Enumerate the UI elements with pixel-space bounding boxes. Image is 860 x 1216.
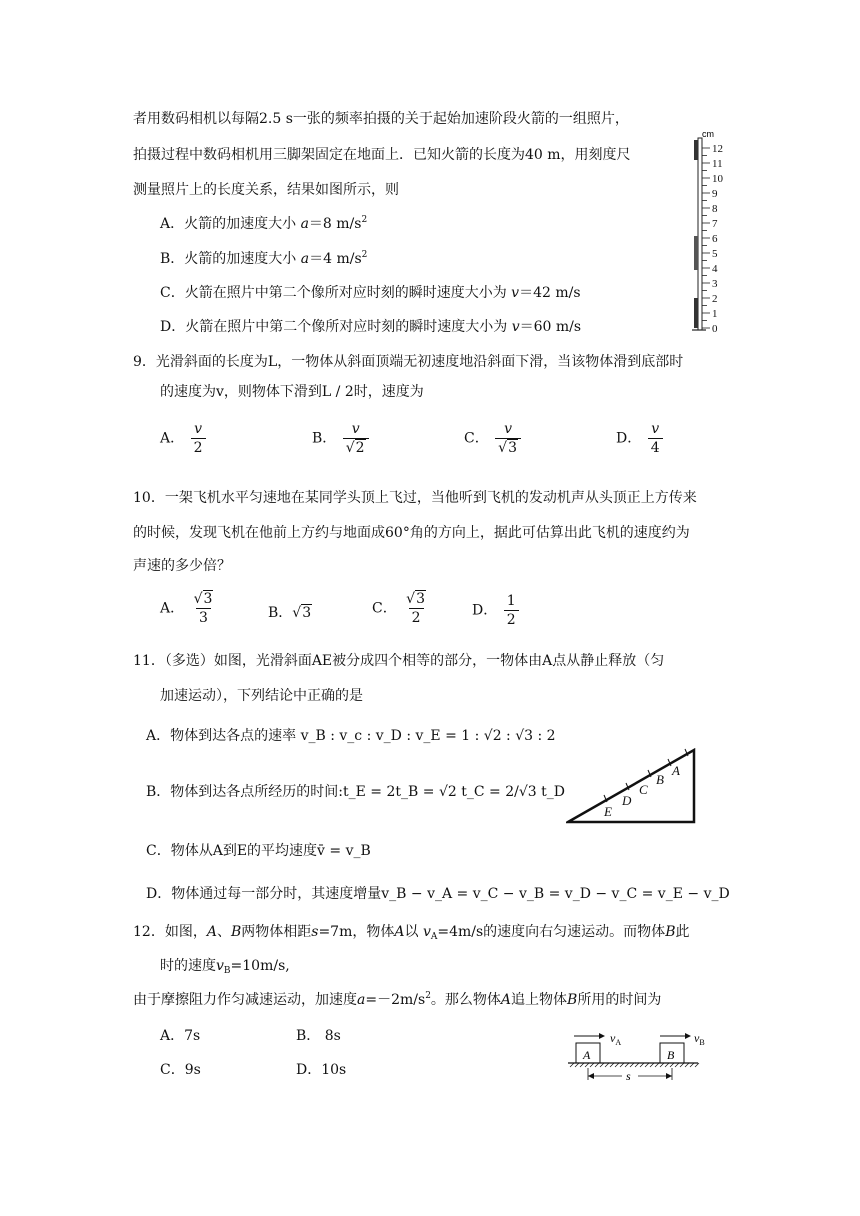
incline-triangle [568,750,694,822]
q8-option-b[interactable]: B．火箭的加速度大小 a＝4 $m/s^2$ [160,250,368,267]
q12-option-a[interactable]: A．7s [160,1028,201,1044]
q12-line-3: 由于摩擦阻力作匀减速运动，加速度$a=-2m/s^2$。那么物体A追上物体B所用的时间为 [133,991,662,1008]
q10-option-a[interactable]: A． $\frac{√3}{3}$ [160,591,213,626]
q10-option-b[interactable]: B．√3 [268,605,312,621]
ruler-label: 3 [712,278,718,290]
blocks-figure [566,1030,716,1088]
label-d: D [622,793,632,808]
q9-d-fraction: $\frac{v}{4}$ [648,420,663,457]
distance-label: s [626,1069,631,1083]
ruler-label: 1 [712,308,718,320]
q12-option-d[interactable]: D．10s [296,1062,347,1078]
ruler-label: 4 [712,263,718,275]
q11-c-math: v̄ = v_B [317,843,371,859]
label-a: A [672,763,680,778]
q11-b-math: t_E = 2t_B = √2 t_C = 2/√3 t_D [343,784,565,800]
rocket-image-3 [694,140,698,160]
ruler-figure [686,126,742,338]
ruler-label: 7 [712,218,718,230]
ruler-unit: cm [702,129,714,139]
q10-option-d[interactable]: D． $\frac{1}{2}$ [472,592,521,629]
q9-option-c[interactable]: C． $\frac{v}{√3}$ [464,420,523,457]
incline-figure [566,748,698,826]
q11-line-1: 11．（多选）如图，光滑斜面AE被分成四个相等的部分，一物体由A点从静止释放（匀 [133,653,665,669]
ruler-label: 5 [712,248,718,260]
q11-d-math: v_B − v_A = v_C − v_B = v_D − v_C = v_E − v_D [381,886,730,902]
q8-line-3: 测量照片上的长度关系，结果如图所示，则 [133,182,399,198]
q8-option-d[interactable]: D．火箭在照片中第二个像所对应时刻的瞬时速度大小为 v＝60 m/s [160,319,582,335]
q10-line-3: 声速的多少倍？ [133,558,231,574]
q8-line-2: 拍摄过程中数码相机用三脚架固定在地面上．已知火箭的长度为40 m，用刻度尺 [133,147,631,163]
q12-line-2: 时的速度$v_B=10m/s$, [160,958,290,976]
q9-b-fraction: $\frac{v}{√2}$ [343,420,369,457]
ruler-label: 0 [712,323,718,335]
svg-text:vA: $v_A$ [610,1031,622,1047]
q10-line-2: 的时候，发现飞机在他前上方约与地面成60°角的方向上，据此可估算出此飞机的速度约为 [133,525,690,541]
q12-line-1: 12．如图，A、B两物体相距s=7m，物体A以 $v_A=4m/s$的速度向右匀速运动。而物体B此 [133,924,690,942]
q9-c-fraction: $\frac{v}{√3}$ [495,420,521,457]
q8-option-c[interactable]: C．火箭在照片中第二个像所对应时刻的瞬时速度大小为 v＝42 m/s [160,285,581,301]
q8-option-a[interactable]: A．火箭的加速度大小 a＝8 $m/s^2$ [160,215,368,232]
label-b: B [656,772,664,787]
q10-option-c[interactable]: C． $\frac{√3}{2}$ [372,591,426,626]
q9-option-b[interactable]: B． $\frac{v}{√2}$ [312,420,371,457]
ruler-label: 2 [712,293,718,305]
q11-option-a[interactable]: A．物体到达各点的速率 v_B : v_c : v_D : v_E = 1 : √2 : √3 : 2 [146,728,556,744]
q9-line-2: 的速度为v，则物体下滑到L / 2时，速度为 [160,384,424,400]
q11-option-b[interactable]: B．物体到达各点所经历的时间:t_E = 2t_B = √2 t_C = 2/√3 t_D [146,784,565,800]
ruler-label: 12 [712,143,723,155]
ruler-body [698,138,702,330]
block-a-label: A [583,1048,591,1062]
q10-line-1: 10．一架飞机水平匀速地在某同学头顶上飞过，当他听到飞机的发动机声从头顶正上方传来 [133,490,697,506]
rocket-image-1 [694,298,698,328]
q9-a-fraction: $\frac{v}{2}$ [191,420,206,457]
ruler-label: 6 [712,233,718,245]
q12-option-b[interactable]: B． 8s [296,1028,341,1044]
ruler-label: 10 [712,173,723,185]
q11-a-math: v_B : v_c : v_D : v_E = 1 : √2 : √3 : 2 [300,728,556,744]
rocket-image-2 [694,236,698,270]
q9-option-d[interactable]: D． $\frac{v}{4}$ [616,420,665,457]
q9-option-a[interactable]: A． $\frac{v}{2}$ [160,420,208,457]
block-b-label: B [667,1048,675,1062]
q11-option-c[interactable]: C．物体从A到E的平均速度v̄ = v_B [146,843,371,859]
svg-text:vB: $v_B$ [694,1031,705,1047]
q9-line-1: 9．光滑斜面的长度为L，一物体从斜面顶端无初速度地沿斜面下滑，当该物体滑到底部时 [133,354,684,370]
ruler-label: 9 [712,188,718,200]
q11-option-d[interactable]: D．物体通过每一部分时，其速度增量v_B − v_A = v_C − v_B = v_D − v_C = v_E − v_D [146,886,730,902]
label-c: C [639,782,648,797]
label-e: E [604,804,612,819]
ruler-label: 8 [712,203,718,215]
q12-option-c[interactable]: C．9s [160,1062,201,1078]
q8-line-1: 者用数码相机以每隔2.5 s一张的频率拍摄的关于起始加速阶段火箭的一组照片， [133,111,629,127]
ruler-label: 11 [712,158,723,170]
q11-line-2: 加速运动），下列结论中正确的是 [160,688,363,704]
